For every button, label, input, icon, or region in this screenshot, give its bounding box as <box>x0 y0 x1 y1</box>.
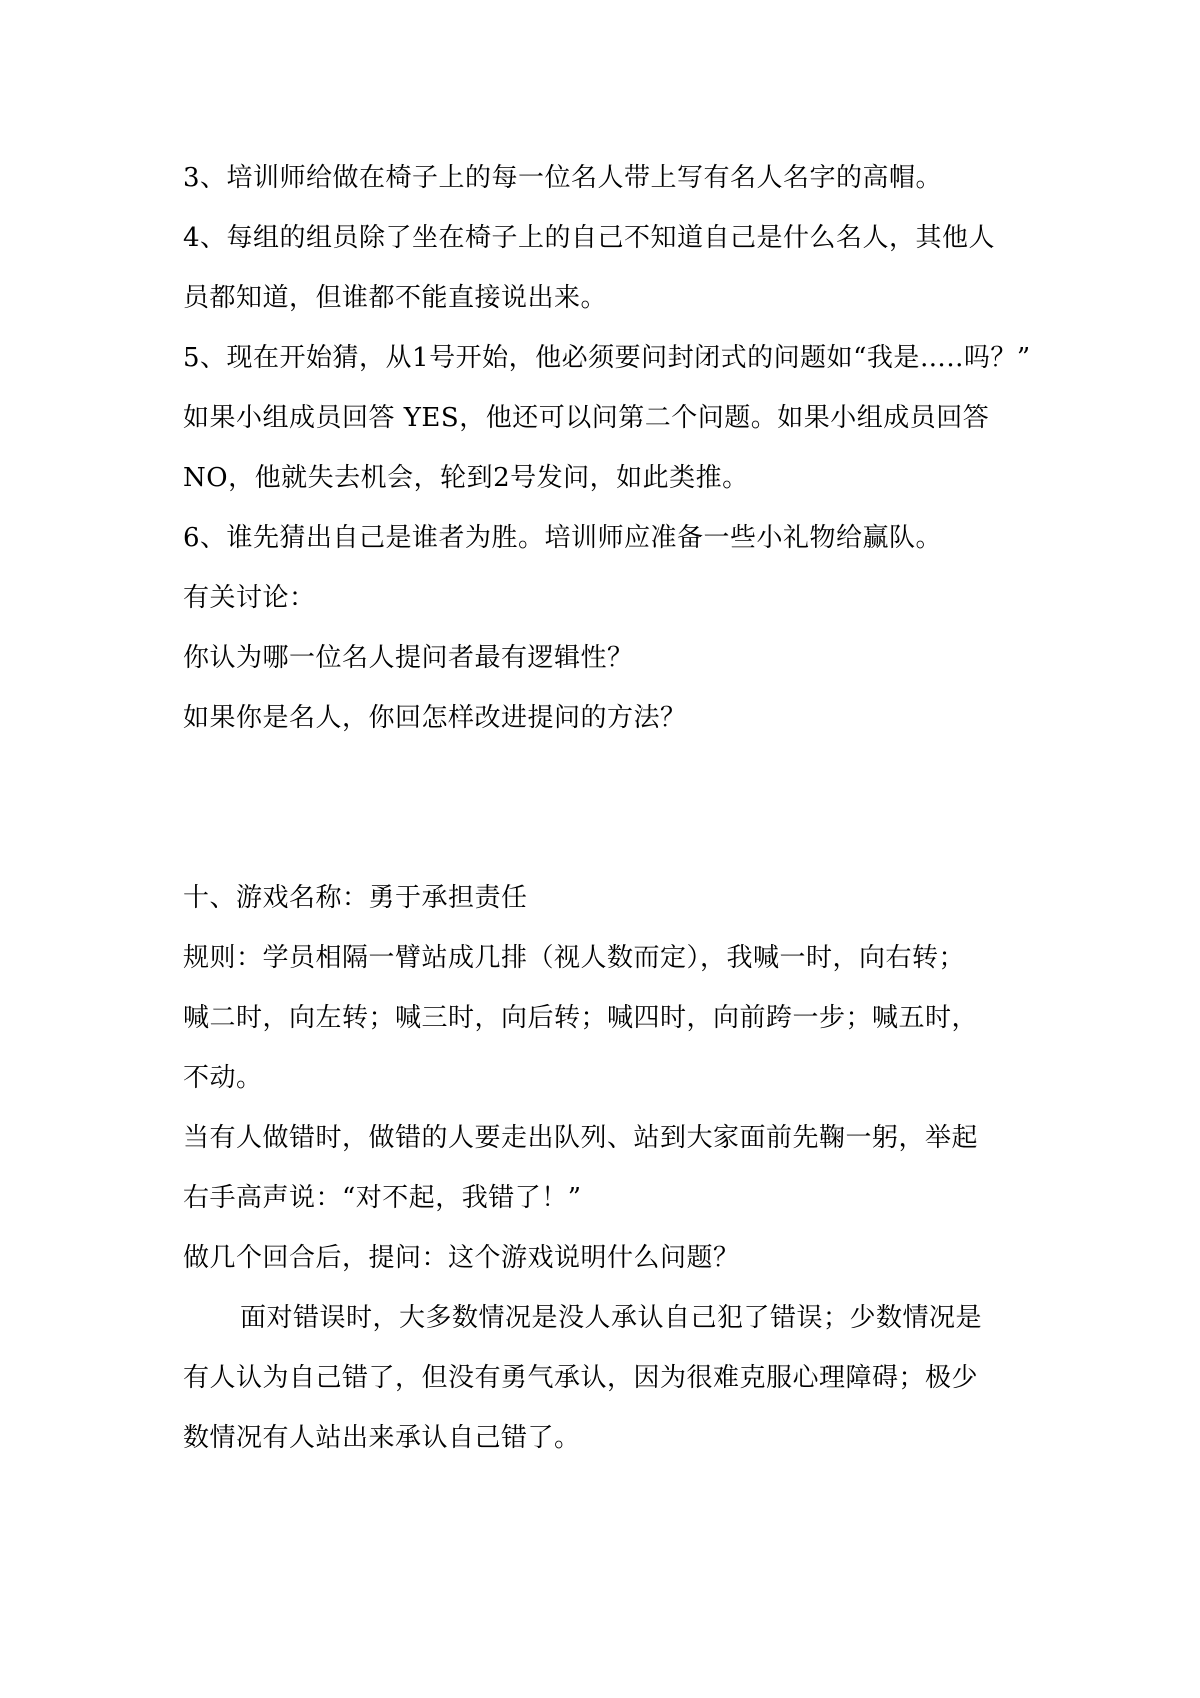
question-line: 做几个回合后，提问：这个游戏说明什么问题？ <box>183 1243 740 1273</box>
conclusion-line-2: 有人认为自己错了，但没有勇气承认，因为很难克服心理障碍；极少 <box>183 1363 979 1393</box>
mistake-line-1: 当有人做错时，做错的人要走出队列、站到大家面前先鞠一躬，举起 <box>183 1123 979 1153</box>
rules-line-2: 喊二时，向左转；喊三时，向后转；喊四时，向前跨一步；喊五时， <box>183 1003 979 1033</box>
discussion-question-2: 如果你是名人，你回怎样改进提问的方法？ <box>183 703 687 733</box>
paragraph-step-3: 3、培训师给做在椅子上的每一位名人带上写有名人名字的高帽。 <box>183 163 943 193</box>
conclusion-line-1: 面对错误时，大多数情况是没人承认自己犯了错误；少数情况是 <box>240 1303 983 1333</box>
conclusion-line-3: 数情况有人站出来承认自己错了。 <box>183 1423 581 1453</box>
paragraph-step-5-line-2: 如果小组成员回答 YES，他还可以问第二个问题。如果小组成员回答 <box>183 403 990 433</box>
rules-line-1: 规则：学员相隔一臂站成几排（视人数而定），我喊一时，向右转； <box>183 943 966 973</box>
section-title: 十、游戏名称：勇于承担责任 <box>183 883 528 913</box>
paragraph-step-5-line-1: 5、现在开始猜，从1号开始，他必须要问封闭式的问题如“我是…..吗？” <box>183 343 1031 373</box>
discussion-heading: 有关讨论： <box>183 583 316 613</box>
paragraph-step-4-line-1: 4、每组的组员除了坐在椅子上的自己不知道自己是什么名人，其他人 <box>183 223 996 253</box>
paragraph-step-5-line-3: NO，他就失去机会，轮到2号发问，如此类推。 <box>183 463 749 493</box>
rules-line-3: 不动。 <box>183 1063 263 1093</box>
paragraph-step-4-line-2: 员都知道，但谁都不能直接说出来。 <box>183 283 608 313</box>
discussion-question-1: 你认为哪一位名人提问者最有逻辑性？ <box>183 643 634 673</box>
mistake-line-2: 右手高声说：“对不起，我错了！” <box>183 1183 582 1213</box>
paragraph-step-6: 6、谁先猜出自己是谁者为胜。培训师应准备一些小礼物给赢队。 <box>183 523 943 553</box>
